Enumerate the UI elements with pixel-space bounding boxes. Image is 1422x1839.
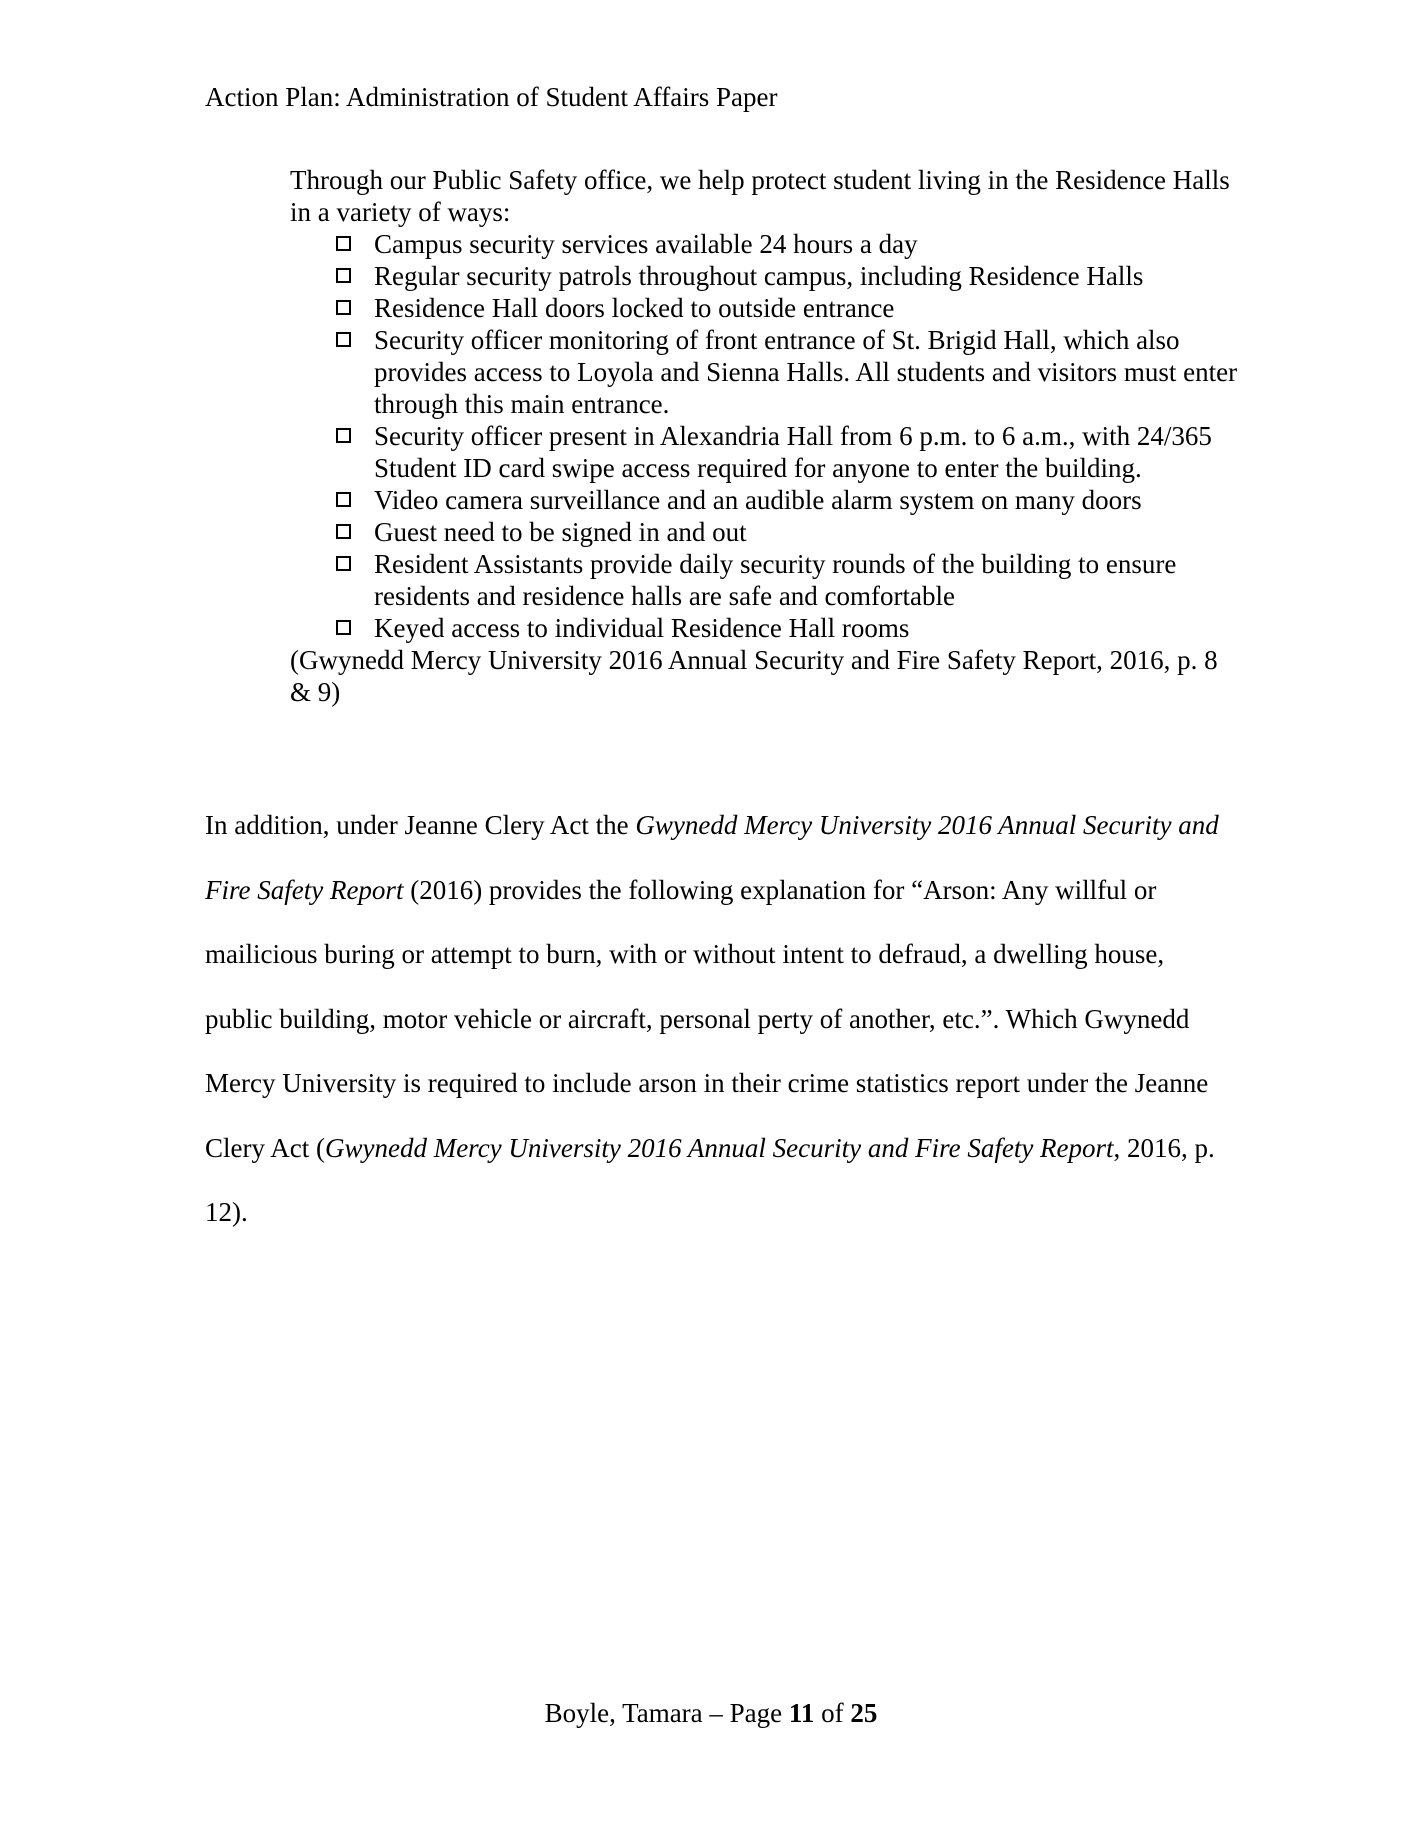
checkbox-icon [336, 300, 351, 315]
list-item-text: Residence Hall doors locked to outside entrance [374, 293, 895, 323]
body-paragraph [205, 793, 1225, 1245]
list-item-text: Campus security services available 24 hours a day [374, 229, 918, 259]
checkbox-icon [336, 332, 351, 347]
checkbox-icon [336, 428, 351, 443]
total-page-count: 25 [850, 1698, 878, 1728]
quote-citation: (Gwynedd Mercy University 2016 Annual Security and Fire Safety Report, 2016, p. 8 & 9) [290, 645, 1218, 707]
list-item-text: Security officer monitoring of front entrance of St. Brigid Hall, which also provides access to Loyola and Sienna Halls. All students and visitors must enter through this main entrance. [374, 325, 1238, 419]
list-item [290, 484, 1240, 516]
page-footer [0, 1696, 1422, 1730]
footer-of: of [814, 1698, 851, 1728]
list-item [290, 324, 1240, 420]
paragraph-text: (2016) provides the following explanation for “Arson: Any willful or mailicious buring or attempt to burn, with or without intent to defraud, a dwelling house, public building, motor vehicle or aircraft, personal perty of another, etc.”. Which Gwynedd Mercy University is required to include arson in their crime statistics report under the Jeanne Clery Act ( [205, 874, 1209, 1163]
list-item [290, 612, 1240, 644]
list-item-text: Security officer present in Alexandria Hall from 6 p.m. to 6 a.m., with 24/365 Student ID card swipe access required for anyone to enter the building. [374, 421, 1212, 483]
list-item [290, 228, 1240, 260]
footer-author: Boyle, Tamara – Page [544, 1698, 789, 1728]
list-item [290, 516, 1240, 548]
list-item [290, 292, 1240, 324]
checkbox-icon [336, 268, 351, 283]
quote-intro: Through our Public Safety office, we help protect student living in the Residence Halls in a variety of ways: [290, 165, 1230, 227]
list-item [290, 548, 1240, 612]
checkbox-icon [336, 556, 351, 571]
report-title-italic: Gwynedd Mercy University 2016 Annual Security and Fire Safety Report [205, 810, 1219, 905]
list-item-text: Video camera surveillance and an audible alarm system on many doors [374, 485, 1142, 515]
list-item [290, 260, 1240, 292]
list-item-text: Guest need to be signed in and out [374, 517, 747, 547]
list-item-text: Keyed access to individual Residence Hall rooms [374, 613, 910, 643]
list-item-text: Resident Assistants provide daily security rounds of the building to ensure residents and residence halls are safe and comfortable [374, 549, 1177, 611]
list-item [290, 420, 1240, 484]
checkbox-icon [336, 620, 351, 635]
current-page-number: 11 [788, 1698, 815, 1728]
paragraph-text: In addition, under Jeanne Clery Act the [205, 810, 636, 840]
checkbox-icon [336, 236, 351, 251]
paragraph-text: , 2016, p. 12). [205, 1132, 1215, 1227]
checkbox-icon [336, 524, 351, 539]
block-quote [290, 164, 1240, 708]
security-measures-list [290, 228, 1240, 644]
report-title-italic: Gwynedd Mercy University 2016 Annual Security and Fire Safety Report [324, 1132, 1114, 1163]
list-item-text: Regular security patrols throughout campus, including Residence Halls [374, 261, 1144, 291]
running-header: Action Plan: Administration of Student Affairs Paper [205, 82, 778, 112]
checkbox-icon [336, 492, 351, 507]
